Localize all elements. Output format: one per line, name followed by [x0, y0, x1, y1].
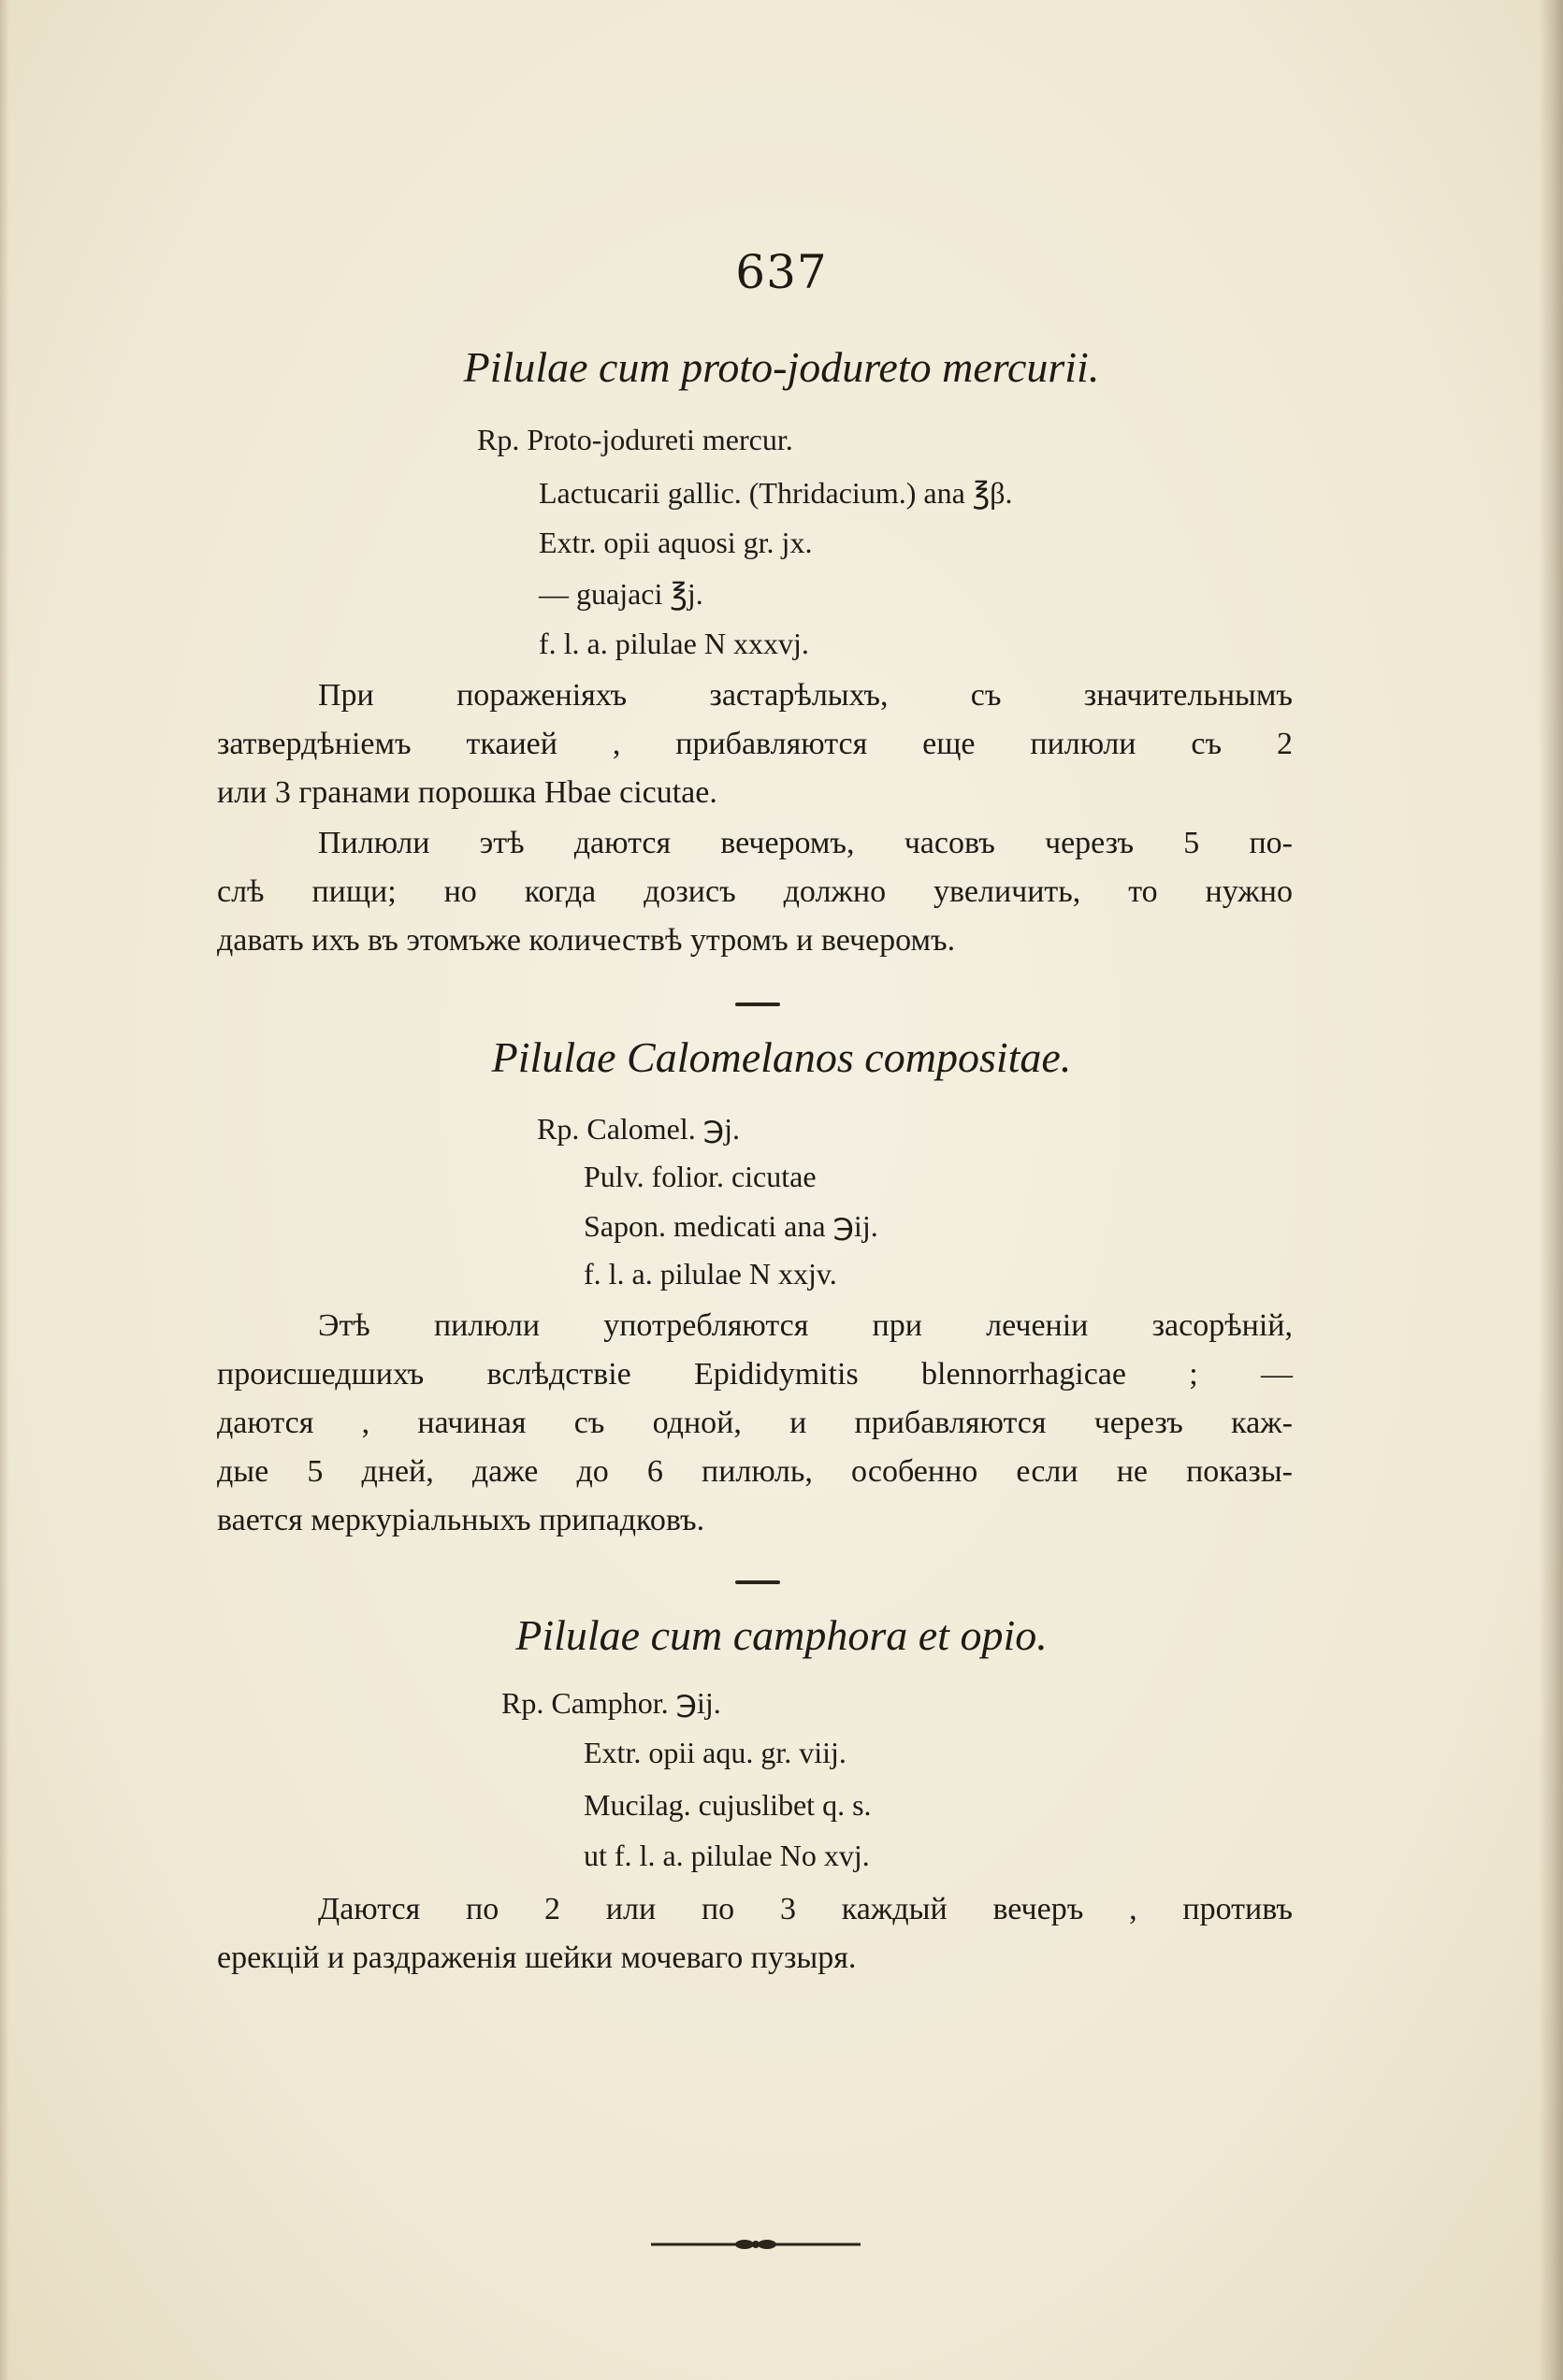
recipe-line: Mucilag. cujuslibet q. s.	[584, 1788, 872, 1822]
paragraph-line: ерекцій и раздраженія шейки мочеваго пузыря.	[217, 1940, 857, 1975]
recipe-line: f. l. a. pilulae N xxjv.	[584, 1257, 837, 1291]
section-title-3: Pilulae cum camphora et opio.	[515, 1611, 1048, 1659]
paragraph-line: затвердѣніемъ ткаией , прибавляются еще пилюли съ 2	[217, 727, 1293, 761]
recipe-line: Extr. opii aqu. gr. viij.	[584, 1736, 847, 1769]
paragraph-line: слѣ пищи; но когда дозисъ должно увеличить, то нужно	[217, 874, 1293, 909]
recipe-line: — guajaci ℥j.	[539, 577, 703, 611]
recipe-line: Pulv. folior. cicutae	[584, 1160, 817, 1193]
section-divider	[735, 1002, 780, 1006]
paragraph-line: Даются по 2 или по 3 каждый вечеръ , противъ	[318, 1892, 1293, 1926]
recipe-line: Extr. opii aquosi gr. jx.	[539, 526, 813, 559]
page-number: 637	[735, 245, 828, 299]
paragraph-line: даются , начиная съ одной, и прибавляются черезъ каж-	[217, 1406, 1293, 1440]
paragraph-line: Пилюли этѣ даются вечеромъ, часовъ черезъ 5 по-	[318, 826, 1293, 860]
recipe-line: Sapon. medicati ana ℈ij.	[584, 1209, 878, 1243]
section-title-1: Pilulae cum proto-jodureto mercurii.	[463, 343, 1100, 391]
recipe-line: Lactucarii gallic. (Thridacium.) ana ℥β.	[539, 476, 1013, 510]
recipe-line: Rp. Camphor. ℈ij.	[501, 1686, 721, 1720]
section-title-2: Pilulae Calomelanos compositae.	[491, 1033, 1072, 1081]
paragraph	[217, 819, 1293, 965]
paragraph-line: При пораженіяхъ застарѣлыхъ, съ значительнымъ	[318, 678, 1293, 713]
recipe-line: Rp. Proto-jodureti mercur.	[477, 423, 793, 456]
section-divider	[735, 1580, 780, 1584]
paragraph-line: происшедшихъ вслѣдствіе Epididymitis blennorrhagicae ; —	[217, 1357, 1293, 1392]
paragraph-line: давать ихъ въ этомъже количествѣ утромъ и вечеромъ.	[217, 923, 956, 958]
paragraph	[217, 671, 1293, 817]
paragraph-line: или 3 гранами порошка Hbae cicutae.	[217, 775, 717, 810]
paragraph-line: дые 5 дней, даже до 6 пилюль, особенно если не показы-	[217, 1454, 1293, 1489]
paragraph	[217, 1302, 1293, 1545]
paragraph-line: вается меркуріальныхъ припадковъ.	[217, 1503, 705, 1537]
recipe-line: ut f. l. a. pilulae No xvj.	[584, 1839, 870, 1872]
recipe-line: f. l. a. pilulae N xxxvj.	[539, 627, 809, 660]
end-ornament	[651, 2238, 861, 2251]
recipe-line: Rp. Calomel. ℈j.	[537, 1112, 740, 1146]
paragraph	[217, 1885, 1293, 1983]
paragraph-line: Этѣ пилюли употребляются при леченіи засорѣній,	[318, 1308, 1293, 1343]
